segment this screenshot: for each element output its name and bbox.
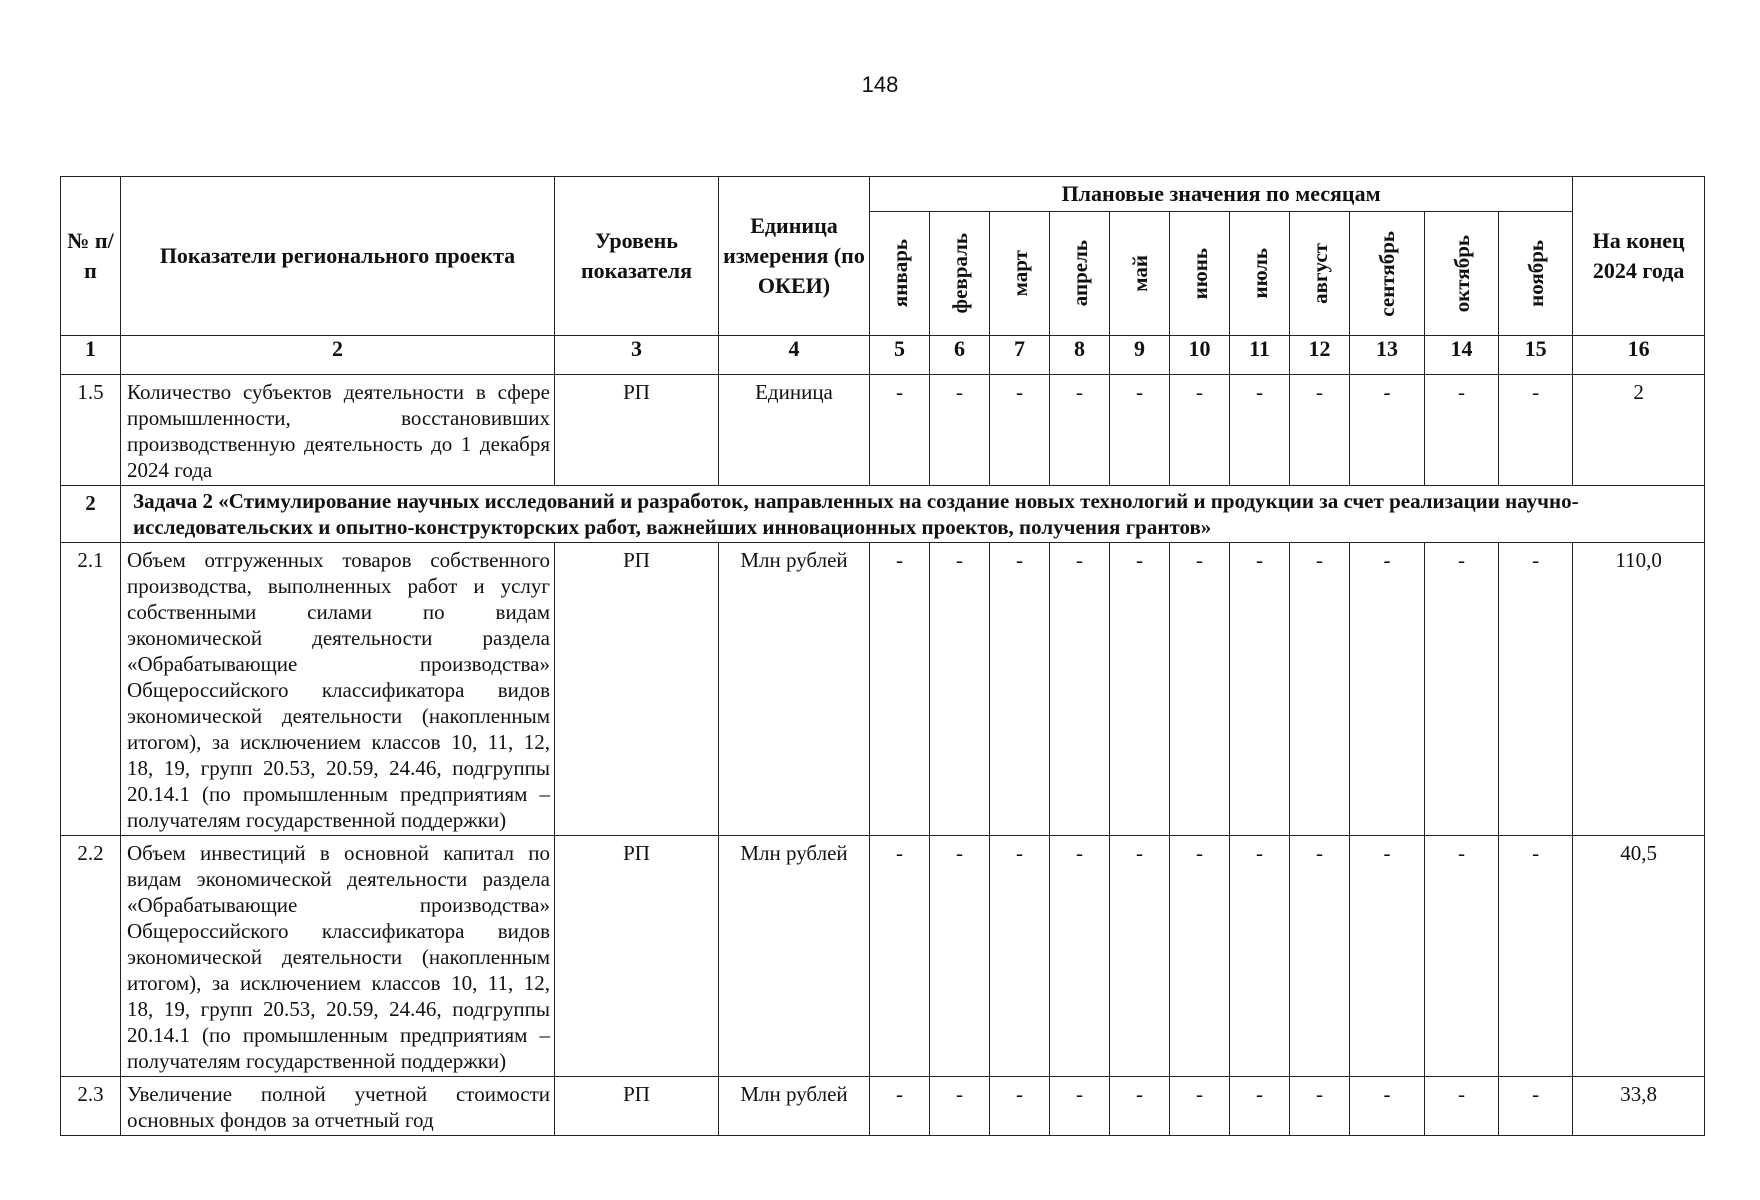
column-number: 5: [870, 336, 930, 375]
month-value: -: [870, 543, 930, 836]
indicator-name: Количество субъектов деятельности в сфере промышленности, восстановивших производственную деятельность до 1 декабря 2024 года: [121, 375, 555, 486]
column-number: 15: [1499, 336, 1573, 375]
header-unit: Единица измерения (по ОКЕИ): [719, 177, 870, 336]
month-value: -: [1350, 375, 1425, 486]
column-number: 12: [1290, 336, 1350, 375]
header-row: [61, 177, 1705, 212]
month-label: май: [1127, 255, 1152, 292]
row-number: 2: [61, 486, 121, 543]
task-row: [61, 486, 1705, 543]
month-label: август: [1307, 243, 1332, 304]
column-number: 4: [719, 336, 870, 375]
column-number: 13: [1350, 336, 1425, 375]
month-value: -: [930, 1077, 990, 1136]
column-number: 6: [930, 336, 990, 375]
task-title: Задача 2 «Стимулирование научных исследований и разработок, направленных на создание новых технологий и продукции за счет реализации научно-исследовательских и опытно-конструкторских работ, важнейших инновационных проектов, получения грантов»: [121, 486, 1705, 543]
column-number: 10: [1170, 336, 1230, 375]
end-of-year-value: 33,8: [1573, 1077, 1705, 1136]
month-value: -: [1230, 543, 1290, 836]
month-value: -: [930, 836, 990, 1077]
table-row: [61, 1077, 1705, 1136]
month-header-6: [1170, 212, 1230, 336]
table-row: [61, 543, 1705, 836]
column-number: 2: [121, 336, 555, 375]
month-value: -: [1170, 375, 1230, 486]
month-value: -: [1050, 543, 1110, 836]
month-label: январь: [887, 239, 912, 308]
month-value: -: [1170, 543, 1230, 836]
month-header-5: [1110, 212, 1170, 336]
end-of-year-value: 40,5: [1573, 836, 1705, 1077]
month-value: -: [1499, 375, 1573, 486]
column-number: 9: [1110, 336, 1170, 375]
month-value: -: [1110, 836, 1170, 1077]
month-value: -: [1110, 375, 1170, 486]
month-value: -: [1350, 543, 1425, 836]
column-numbers-row: [61, 336, 1705, 375]
month-value: -: [990, 375, 1050, 486]
header-level: Уровень показателя: [555, 177, 719, 336]
indicator-unit: Единица: [719, 375, 870, 486]
row-number: 2.3: [61, 1077, 121, 1136]
indicators-table: [60, 176, 1705, 1136]
month-label: апрель: [1067, 240, 1092, 307]
indicator-level: РП: [555, 836, 719, 1077]
month-value: -: [1050, 375, 1110, 486]
month-header-9: [1350, 212, 1425, 336]
month-value: -: [1425, 1077, 1499, 1136]
column-number: 11: [1230, 336, 1290, 375]
month-value: -: [1110, 1077, 1170, 1136]
month-label: октябрь: [1449, 234, 1474, 313]
column-number: 3: [555, 336, 719, 375]
row-number: 2.2: [61, 836, 121, 1077]
month-header-3: [990, 212, 1050, 336]
end-of-year-value: 2: [1573, 375, 1705, 486]
month-value: -: [1499, 836, 1573, 1077]
month-value: -: [1290, 1077, 1350, 1136]
month-label: февраль: [947, 233, 972, 314]
month-value: -: [1499, 543, 1573, 836]
month-value: -: [1170, 1077, 1230, 1136]
month-value: -: [1425, 836, 1499, 1077]
month-value: -: [1350, 1077, 1425, 1136]
month-label: сентябрь: [1375, 230, 1399, 317]
month-value: -: [1230, 375, 1290, 486]
row-number: 2.1: [61, 543, 121, 836]
month-header-7: [1230, 212, 1290, 336]
header-indicator: Показатели регионального проекта: [121, 177, 555, 336]
month-value: -: [990, 543, 1050, 836]
table-row: [61, 375, 1705, 486]
end-of-year-value: 110,0: [1573, 543, 1705, 836]
indicator-level: РП: [555, 543, 719, 836]
column-number: 1: [61, 336, 121, 375]
indicator-name: Увеличение полной учетной стоимости основных фондов за отчетный год: [121, 1077, 555, 1136]
indicator-unit: Млн рублей: [719, 836, 870, 1077]
month-value: -: [870, 836, 930, 1077]
month-label: июнь: [1187, 247, 1212, 300]
indicator-name: Объем отгруженных товаров собственного производства, выполненных работ и услуг собственными силами по видам экономической деятельности раздела «Обрабатывающие производства» Общероссийского классификатора видов экономической деятельности (накопленным итогом), за исключением классов 10, 11, 12, 18, 19, групп 20.53, 20.59, 24.46, подгруппы 20.14.1 (по промышленным предприятиям – получателям государственной поддержки): [121, 543, 555, 836]
month-label: март: [1007, 250, 1032, 297]
month-value: -: [930, 543, 990, 836]
month-value: -: [1425, 543, 1499, 836]
indicator-unit: Млн рублей: [719, 1077, 870, 1136]
month-value: -: [1230, 1077, 1290, 1136]
column-number: 14: [1425, 336, 1499, 375]
month-value: -: [1230, 836, 1290, 1077]
month-value: -: [1425, 375, 1499, 486]
month-value: -: [990, 836, 1050, 1077]
month-value: -: [870, 1077, 930, 1136]
month-header-10: [1425, 212, 1499, 336]
month-value: -: [990, 1077, 1050, 1136]
month-value: -: [1170, 836, 1230, 1077]
indicator-level: РП: [555, 375, 719, 486]
header-end-of-year: На конец 2024 года: [1573, 177, 1705, 336]
month-value: -: [1350, 836, 1425, 1077]
month-value: -: [1050, 1077, 1110, 1136]
month-header-2: [930, 212, 990, 336]
month-header-11: [1499, 212, 1573, 336]
indicator-level: РП: [555, 1077, 719, 1136]
month-value: -: [1290, 543, 1350, 836]
header-plan-months: Плановые значения по месяцам: [870, 177, 1573, 212]
column-number: 7: [990, 336, 1050, 375]
column-number: 8: [1050, 336, 1110, 375]
month-value: -: [1050, 836, 1110, 1077]
month-label: ноябрь: [1523, 240, 1548, 307]
column-number: 16: [1573, 336, 1705, 375]
indicator-unit: Млн рублей: [719, 543, 870, 836]
month-value: -: [1290, 375, 1350, 486]
month-value: -: [870, 375, 930, 486]
month-value: -: [1499, 1077, 1573, 1136]
indicator-name: Объем инвестиций в основной капитал по видам экономической деятельности раздела «Обрабатывающие производства» Общероссийского классификатора видов экономической деятельности (накопленным итогом), за исключением классов 10, 11, 12, 18, 19, групп 20.53, 20.59, 24.46, подгруппы 20.14.1 (по промышленным предприятиям – получателям государственной поддержки): [121, 836, 555, 1077]
month-header-8: [1290, 212, 1350, 336]
table-row: [61, 836, 1705, 1077]
month-header-1: [870, 212, 930, 336]
month-value: -: [1110, 543, 1170, 836]
month-value: -: [930, 375, 990, 486]
header-num: № п/п: [61, 177, 121, 336]
month-value: -: [1290, 836, 1350, 1077]
page-number: 148: [861, 72, 899, 97]
row-number: 1.5: [61, 375, 121, 486]
month-label: июль: [1247, 248, 1272, 299]
month-header-4: [1050, 212, 1110, 336]
